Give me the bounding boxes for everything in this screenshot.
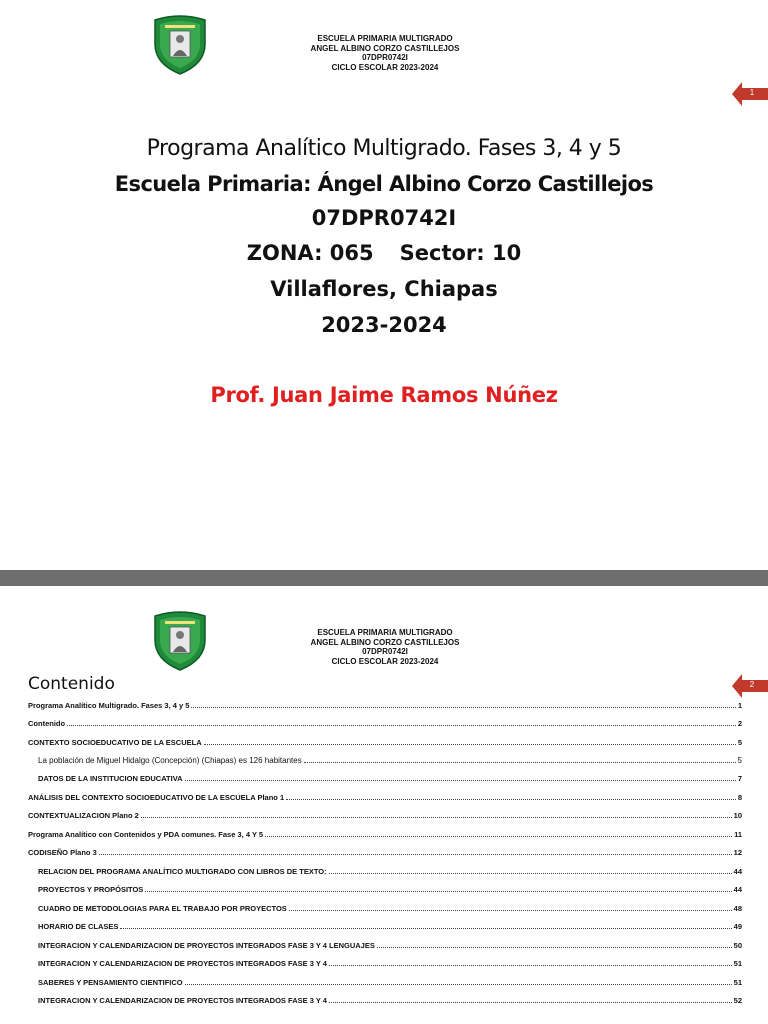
toc-entry[interactable] [38,882,742,894]
page-number: 2 [749,680,755,689]
toc-entry[interactable] [38,975,742,987]
toc-entry-page: 44 [733,867,742,876]
toc-entry-page: 2 [737,719,742,728]
toc-entry[interactable] [28,808,742,820]
toc-entry[interactable] [38,919,742,931]
toc-entry-page: 12 [733,848,742,857]
toc-entry-label: SABERES Y PENSAMIENTO CIENTIFICO [38,978,183,987]
header-line-4: CICLO ESCOLAR 2023-2024 [331,62,439,72]
toc-entry[interactable] [28,790,742,802]
toc-entry-label: HORARIO DE CLASES [38,922,119,931]
toc-entry-label: RELACION DEL PROGRAMA ANALÍTICO MULTIGRADO CON LIBROS DE TEXTO: [38,867,327,876]
header-line-2: ANGEL ALBINO CORZO CASTILLEJOS [310,43,460,53]
toc-entry-label: ANÁLISIS DEL CONTEXTO SOCIOEDUCATIVO DE LA ESCUELA Plano 1 [28,793,285,802]
toc-entry-label: INTEGRACION Y CALENDARIZACION DE PROYECTOS INTEGRADOS FASE 3 Y 4 LENGUAJES [38,941,375,950]
toc-entry-page: 5 [737,756,742,765]
school-header [290,628,480,666]
toc-entry[interactable] [38,771,742,783]
page-number: 1 [749,88,755,97]
school-year: 2023-2024 [321,313,447,337]
toc-entry[interactable] [38,901,742,913]
toc-title: Contenido [28,674,115,694]
toc-entry-page: 51 [733,978,742,987]
toc-entry-page: 7 [737,774,742,783]
toc-entry-page: 52 [733,996,742,1005]
document-title: Programa Analítico Multigrado. Fases 3, 4 y 5 [146,136,622,161]
header-line-1: ESCUELA PRIMARIA MULTIGRADO [317,34,453,43]
toc-entry[interactable] [38,753,742,765]
toc-entry-page: 51 [733,959,742,968]
toc-entry-page: 48 [733,904,742,913]
header-line-3: 07DPR0742I [362,647,408,656]
toc-entry[interactable] [38,938,742,950]
toc-entry-label: CONTEXTUALIZACION Plano 2 [28,811,139,820]
school-code: 07DPR0742I [311,206,457,230]
toc-entry[interactable] [28,716,742,728]
toc-entry-label: La población de Miguel Hidalgo (Concepción) (Chiapas) es 126 habitantes [38,756,302,765]
header-line-2: ANGEL ALBINO CORZO CASTILLEJOS [310,637,460,647]
location: Villaflores, Chiapas [270,277,498,301]
toc-entry[interactable] [38,864,742,876]
page-number-badge [732,674,768,698]
school-crest-icon [151,610,209,672]
toc-entry-label: Programa Analítico con Contenidos y PDA comunes. Fase 3, 4 Y 5 [28,830,264,839]
toc-entry-page: 11 [734,830,742,839]
toc-entry[interactable] [28,827,742,839]
toc-entry-label: CODISEÑO Plano 3 [28,848,97,857]
zona-label: ZONA: 065 [246,241,374,265]
school-crest-icon [151,14,209,76]
toc-entry-label: DATOS DE LA INSTITUCION EDUCATIVA [38,774,183,783]
school-header [290,34,480,72]
header-line-3: 07DPR0742I [362,53,408,62]
toc-entry-label: CUADRO DE METODOLOGIAS PARA EL TRABAJO POR PROYECTOS [38,904,287,913]
toc-entry-page: 44 [733,885,742,894]
toc-entry-label: INTEGRACION Y CALENDARIZACION DE PROYECTOS INTEGRADOS FASE 3 Y 4 [38,959,327,968]
toc-entry[interactable] [28,735,742,747]
toc-entry[interactable] [38,956,742,968]
toc-entry-label: Contenido [28,719,66,728]
toc-entry-page: 50 [733,941,742,950]
toc-entry-page: 8 [737,793,742,802]
header-line-4: CICLO ESCOLAR 2023-2024 [331,656,439,666]
author-name: Prof. Juan Jaime Ramos Núñez [210,383,558,407]
sector-label: Sector: 10 [399,241,522,265]
toc-entry-page: 10 [733,811,742,820]
zona-sector [0,241,768,265]
toc-entry-page: 49 [733,922,742,931]
page-number-badge [732,82,768,106]
toc-entry-page: 5 [737,738,742,747]
toc-entry-label: CONTEXTO SOCIOEDUCATIVO DE LA ESCUELA [28,738,202,747]
school-name: Escuela Primaria: Ángel Albino Corzo Castillejos [114,172,654,196]
toc-entry-label: INTEGRACION Y CALENDARIZACION DE PROYECTOS INTEGRADOS FASE 3 Y 4 [38,996,327,1005]
toc-entry[interactable] [38,993,742,1005]
toc-entry[interactable] [28,845,742,857]
header-line-1: ESCUELA PRIMARIA MULTIGRADO [317,628,453,637]
toc-entry-label: Programa Analítico Multigrado. Fases 3, 4 y 5 [28,701,190,710]
toc-entry[interactable] [28,698,742,710]
toc-entry-page: 1 [737,701,742,710]
toc-entry-label: PROYECTOS Y PROPÓSITOS [38,885,144,894]
document-page-2 [0,586,768,1024]
